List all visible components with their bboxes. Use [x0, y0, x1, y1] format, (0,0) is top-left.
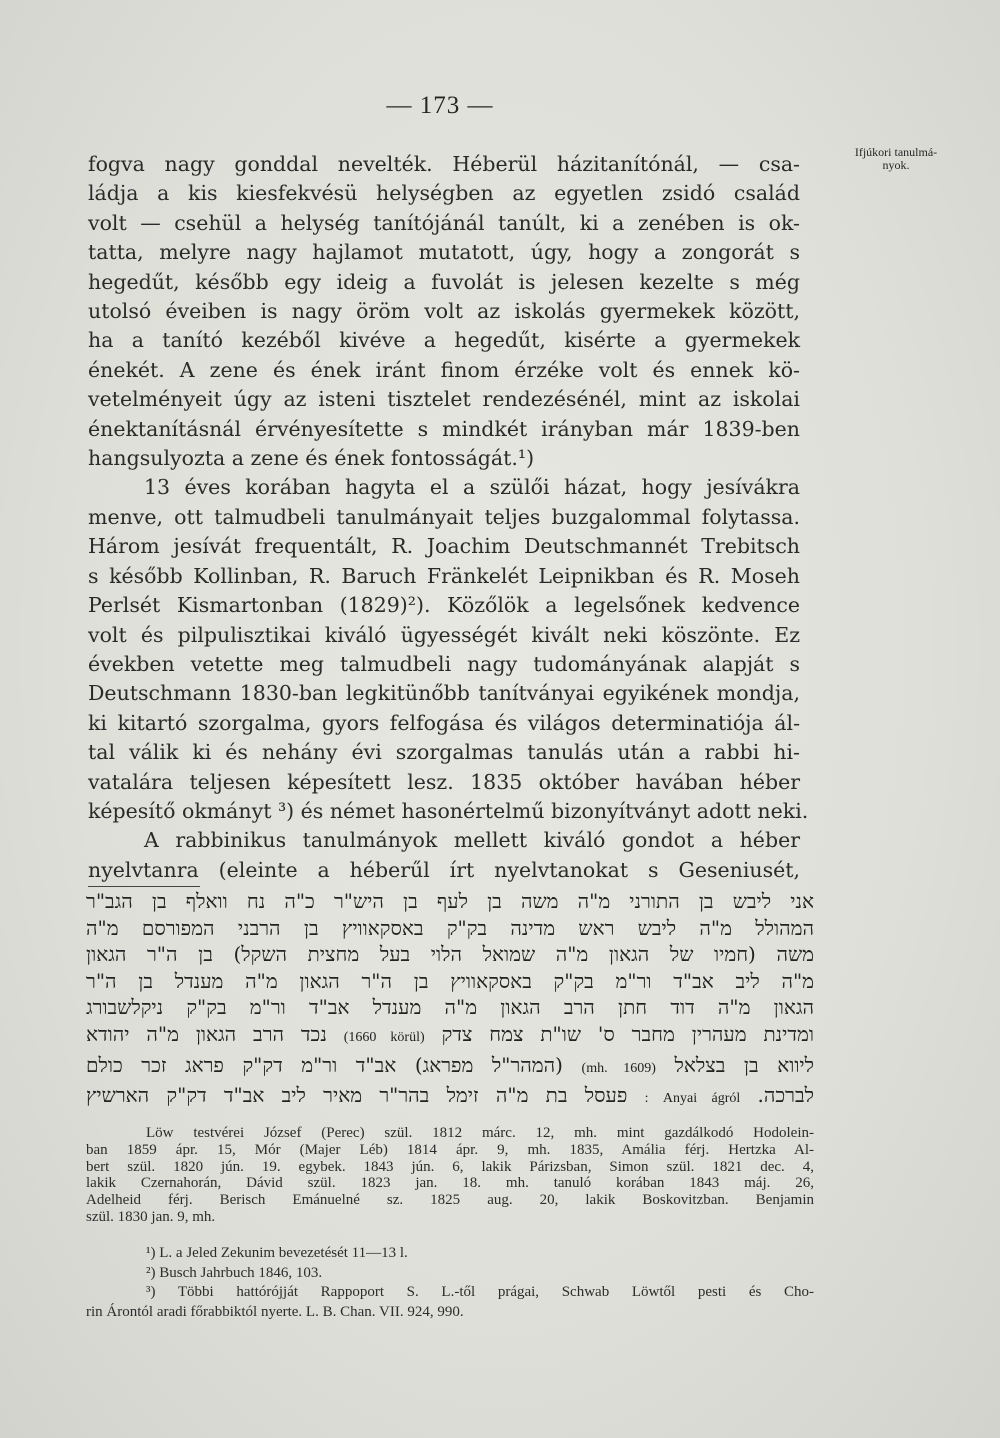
- family-note-line: ban 1859 ápr. 15, Mór (Majer Léb) 1814 ápr. 9, mh. 1835, Amália férj. Hertzka Al-: [86, 1141, 814, 1158]
- hebrew-line: [86, 1021, 814, 1052]
- body-line: Három jesívát frequentált, R. Joachim Deutschmannét Trebitsch: [88, 534, 800, 559]
- body-line: tatta, melyre nagy hajlamot mutatott, úgy, hogy a zongorát s: [88, 240, 800, 265]
- body-line: években vetette meg talmudbeli nagy tudományának alapját s: [88, 651, 800, 676]
- body-line: énekét. A zene és ének iránt finom érzéke volt és ennek kö-: [88, 357, 800, 382]
- hebrew-line: אני ליבש בן התורני מ"ה משה בן לעף בן היש"ר כ"ה נח וואלף בן הגב"ר: [86, 889, 814, 913]
- body-line: fogva nagy gonddal nevelték. Héberül házitanítónál, — csa-: [88, 152, 800, 176]
- family-note-line: lakik Czernahorán, Dávid szül. 1823 jan. 18. mh. tanuló korában 1843 máj. 26,: [86, 1175, 814, 1192]
- family-note-line: Adelheid férj. Berisch Emánuelné sz. 1825 aug. 20, lakik Boskovitzban. Benjamin: [86, 1192, 814, 1209]
- main-paragraphs: [88, 150, 809, 885]
- body-line: menve, ott talmudbeli tanulmányait teljes buzgalommal folytassa.: [88, 504, 800, 529]
- hebrew-line: המהולל מ"ה ליבש ראש מדינה בק"ק באסקאוויץ בן הרבני המפורסם מ"ה: [86, 915, 814, 940]
- body-line: s később Kollinban, R. Baruch Fränkelét Leipnikban és R. Moseh: [88, 563, 800, 588]
- hebrew-segment: נכד הרב הגאון מ"ה יהודא: [86, 1021, 327, 1046]
- body-line: A rabbinikus tanulmányok mellett kiváló gondot a héber: [144, 828, 800, 853]
- body-line: tal válik ki és nehány évi szorgalmas tanulás után a rabbi hi-: [88, 740, 800, 765]
- latin-segment: (1660 körül): [343, 1029, 425, 1045]
- hebrew-line: מ"ה ליב אב"ד ור"מ בק"ק באסקאוויץ בן ה"ר הגאון מ"ה מענדל בן ה"ר: [86, 968, 814, 993]
- page-number: — 173 —: [386, 92, 494, 119]
- hebrew-segment: ליווא בן בצלאל: [674, 1052, 814, 1077]
- latin-segment: (mh. 1609): [581, 1060, 656, 1076]
- body-line: volt — csehül a helység tanítójánál tanúlt, ki a zenében is ok-: [88, 210, 800, 235]
- footnotes: [86, 1244, 814, 1322]
- body-line: hegedűt, később egy ideig a fuvolát is jelesen kezelte s még: [88, 269, 800, 294]
- hebrew-segment: אב"ד ור"מ דק"ק פראג זכר כולם: [86, 1052, 397, 1077]
- footnote-3-continued: rin Árontól aradi főrabbiktól nyerte. L. B. Chan. VII. 924, 990.: [86, 1303, 464, 1320]
- family-note: [86, 1125, 814, 1226]
- body-line: hangsulyozta a zene és ének fontosságát.¹): [88, 446, 535, 471]
- body-line: ha a tanító kezéből kivéve a hegedűt, kisérte a gyermekek: [88, 328, 800, 353]
- body-line: nyelvtanra (eleinte a héberűl írt nyelvtanokat s Geseniusét,: [88, 857, 800, 882]
- body-line: Perlsét Kismartonban (1829)²). Közőlök a legelsőnek kedvence: [88, 593, 800, 618]
- body-line: volt és pilpulisztikai kiváló ügyességét kivált neki köszönte. Ez: [88, 622, 800, 647]
- body-line: vetelményeit úgy az isteni tisztelet rendezésénél, mint az iskolai: [88, 387, 800, 412]
- hebrew-line: הגאון מ"ה דוד חתן הרב הגאון מ"ה מענדל אב"ד ור"מ בק"ק ניקלשבורג: [86, 995, 814, 1020]
- body-line: 13 éves korában hagyta el a szülői házat, hogy jesívákra: [144, 475, 800, 500]
- hebrew-line: משה (חמיו של הגאון מ"ה שמואל הלוי בעל מחצית השקל) בן ה"ר הגאון: [86, 942, 814, 967]
- hebrew-segment: ומדינת מעהרין מחבר ס' שו"ת צמח צדק: [441, 1021, 814, 1046]
- footnote-2: ²) Busch Jahrbuch 1846, 103.: [146, 1264, 323, 1281]
- family-note-line: bert szül. 1820 jún. 19. egybek. 1843 jún. 6, lakik Párizsban, Simon szül. 1821 dec. 4,: [86, 1158, 814, 1175]
- family-note-line: Löw testvérei József (Perec) szül. 1812 márc. 12, mh. mint gazdálkodó Hodolein-: [146, 1125, 814, 1141]
- body-line: Deutschmann 1830-ban legkitünőbb tanítványai egyikének mondja,: [88, 681, 800, 706]
- body-line: képesítő okmányt ³) és német hasonértelmű bizonyítványt adott neki.: [88, 798, 809, 823]
- hebrew-segment: פעסל בת מ"ה זימל בהר"ר מאיר ליב אב"ד דק"ק הארשיץ: [86, 1083, 628, 1108]
- body-line: vatalára teljesen képesített lesz. 1835 október havában héber: [88, 769, 800, 794]
- footnote-3: ³) Többi hattórójját Rappoport S. L.-től prágai, Schwab Löwtől pesti és Cho-: [146, 1284, 814, 1300]
- footnote-1: ¹) L. a Jeled Zekunim bevezetését 11—13 l.: [146, 1245, 408, 1261]
- body-line: ki kitartó szorgalma, gyors felfogása és világos determinatiója ál-: [88, 710, 800, 735]
- body-line: utolsó éveiben is nagy öröm volt az iskolás gyermekek között,: [88, 299, 800, 324]
- footnote-separator: [88, 886, 200, 887]
- hebrew-segment: לברכה.: [757, 1083, 814, 1108]
- hebrew-segment: (המהר"ל מפראג): [414, 1052, 563, 1077]
- hebrew-line: [86, 1082, 814, 1113]
- latin-segment: : Anyai ágról: [644, 1091, 741, 1107]
- margin-note: Ifjúkori tanulmá-nyok.: [854, 145, 938, 172]
- body-line: énektanításnál érvényesítette s mindkét irányban már 1839-ben: [88, 416, 800, 441]
- hebrew-genealogy: [86, 888, 814, 1113]
- hebrew-line: [86, 1052, 814, 1083]
- body-line: ládja a kis kiesfekvésü helységben az egyetlen zsidó család: [88, 181, 800, 206]
- family-note-line: szül. 1830 jan. 9, mh.: [86, 1208, 216, 1225]
